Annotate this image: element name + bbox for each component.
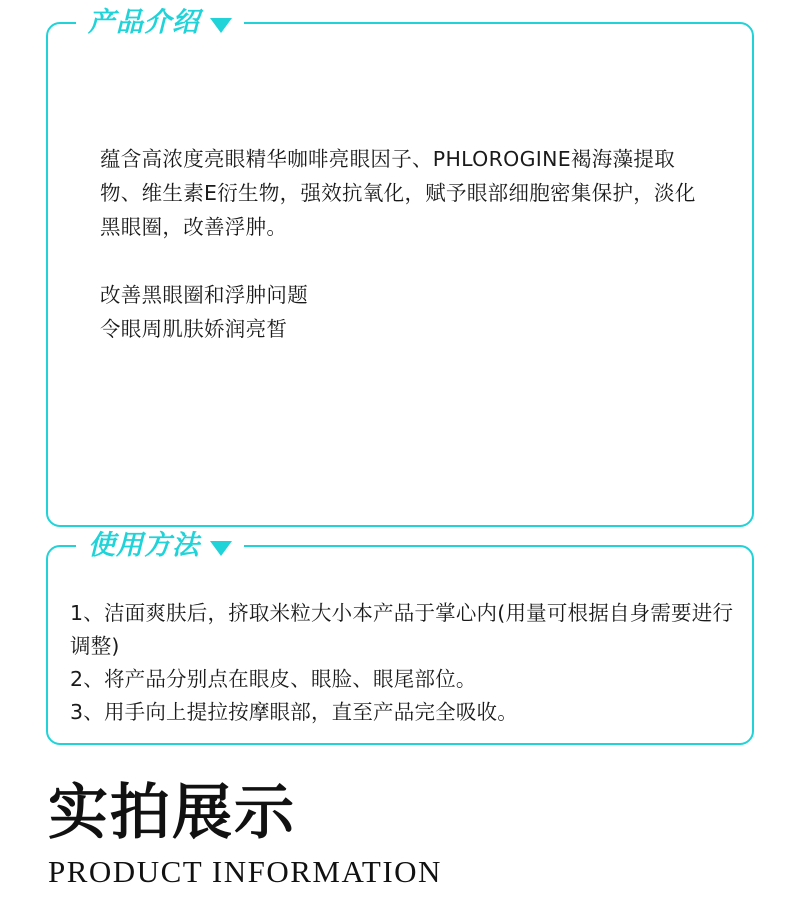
usage-method-body <box>70 597 738 729</box>
product-introduction-title <box>76 4 244 42</box>
triangle-down-icon <box>210 18 232 33</box>
usage-step-1: 1、洁面爽肤后，挤取米粒大小本产品于掌心内(用量可根据自身需要进行调整) <box>70 601 734 658</box>
section-title-label: 产品介绍 <box>88 7 200 38</box>
product-introduction-section <box>46 7 754 527</box>
triangle-down-icon <box>210 541 232 556</box>
usage-step-2: 2、将产品分别点在眼皮、眼脸、眼尾部位。 <box>70 667 477 691</box>
intro-paragraph-2: 改善黑眼圈和浮肿问题 <box>100 283 308 307</box>
real-shot-heading-en: PRODUCT INFORMATION <box>48 854 442 889</box>
intro-paragraph-1: 蕴含高浓度亮眼精华咖啡亮眼因子、PHLOROGINE褐海藻提取物、维生素E衍生物，强效抗氧化，赋予眼部细胞密集保护，淡化黑眼圈，改善浮肿。 <box>100 147 696 239</box>
intro-paragraph-3: 令眼周肌肤娇润亮皙 <box>100 317 288 341</box>
usage-step-3: 3、用手向上提拉按摩眼部，直至产品完全吸收。 <box>70 700 518 724</box>
usage-method-section <box>46 530 754 745</box>
real-shot-heading-cn: 实拍展示 <box>48 778 296 848</box>
real-shot-heading-block <box>48 778 748 892</box>
section-title-label: 使用方法 <box>88 530 200 561</box>
usage-method-title <box>76 527 244 565</box>
product-introduction-body <box>100 142 700 346</box>
